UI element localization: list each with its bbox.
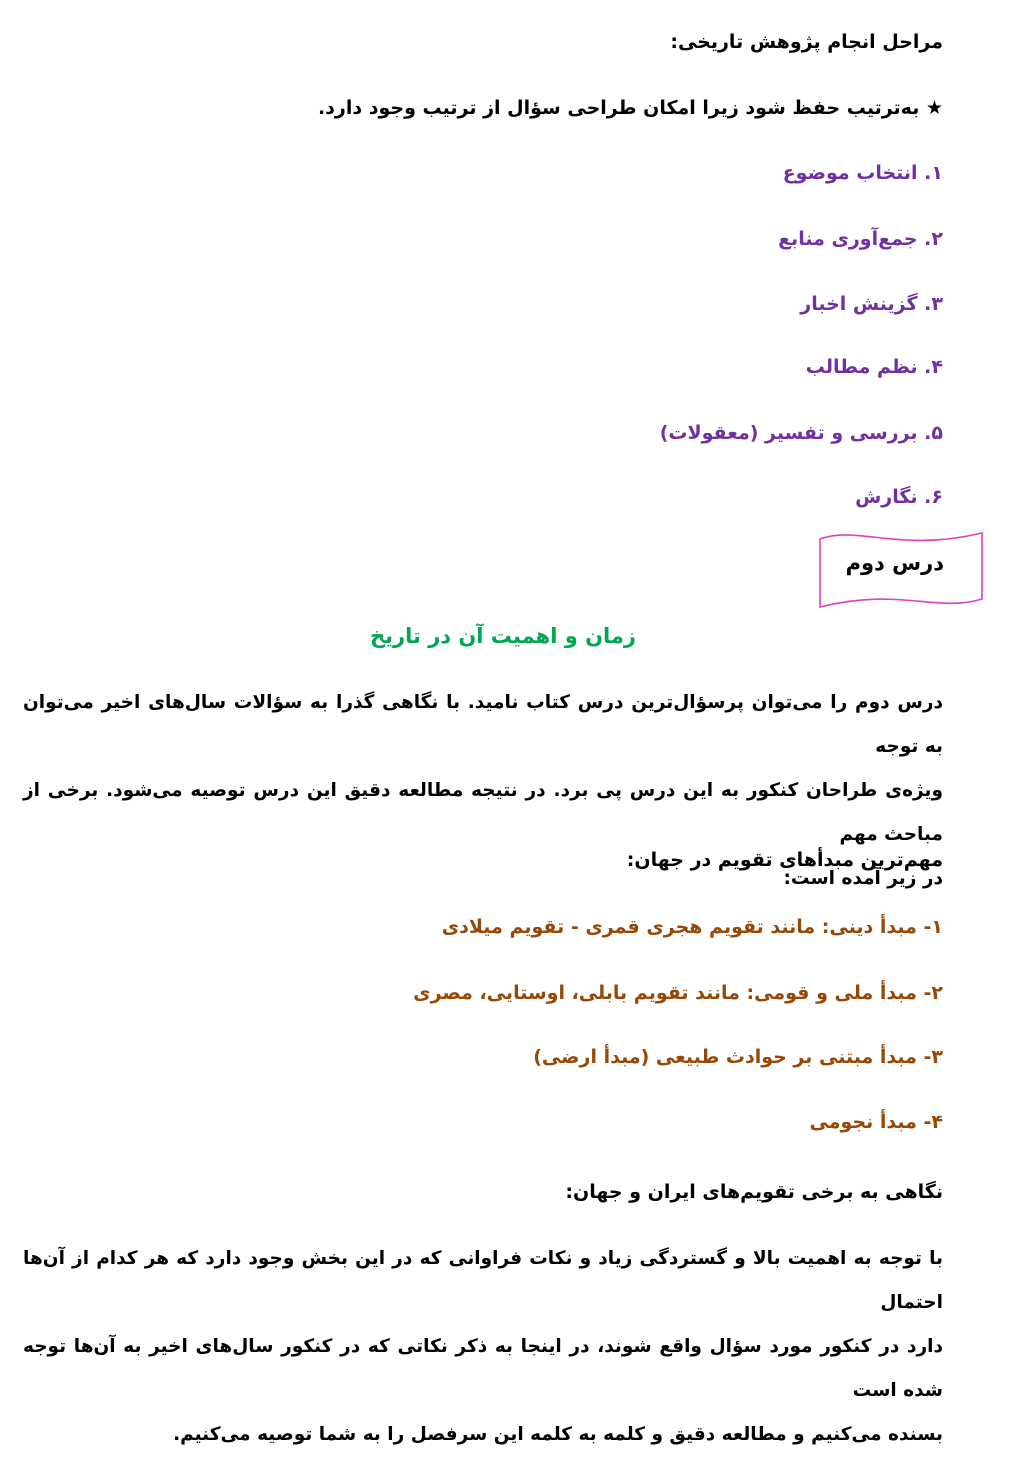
overview-line: با توجه به اهمیت بالا و گستردگی زیاد و نکات فراوانی که در این بخش وجود دارد که هر کدام از آن‌ها احتمال: [23, 1248, 943, 1313]
calendar-item: ۴- مبدأ نجومی: [809, 1111, 943, 1133]
step-item: ۶. نگارش: [855, 486, 943, 508]
calendar-item: ۲- مبدأ ملی و قومی: مانند تقویم بابلی، اوستایی، مصری: [413, 982, 943, 1004]
step-item: ۱. انتخاب موضوع: [782, 162, 943, 184]
note-line: [318, 94, 943, 122]
intro-line: ویژه‌ی طراحان کنکور به این درس پی برد. در نتیجه مطالعه دقیق این درس توصیه می‌شود. برخی از مباحث مهم: [23, 780, 943, 845]
overview-heading: نگاهی به برخی تقویم‌های ایران و جهان:: [565, 1181, 943, 1203]
research-steps-heading: مراحل انجام پژوهش تاریخی:: [670, 31, 943, 53]
calendar-item: ۱- مبدأ دینی: مانند تقویم هجری قمری - تقویم میلادی: [441, 916, 943, 938]
calendar-heading: مهم‌ترین مبدأهای تقویم در جهان:: [626, 849, 943, 871]
overview-line: بسنده می‌کنیم و مطالعه دقیق و کلمه به کلمه این سرفصل را به شما توصیه می‌کنیم.: [173, 1424, 943, 1445]
step-item: ۲. جمع‌آوری منابع: [778, 228, 943, 250]
lesson-banner: [818, 529, 984, 611]
step-item: ۳. گزینش اخبار: [800, 293, 943, 315]
overview-paragraph: [23, 1237, 943, 1457]
calendar-item: ۳- مبدأ مبتنی بر حوادث طبیعی (مبدأ ارضی): [533, 1046, 943, 1068]
intro-line: درس دوم را می‌توان پرسؤال‌ترین درس کتاب نامید. با نگاهی گذرا به سؤالات سال‌های اخیر می‌توان به توجه: [23, 692, 943, 757]
step-item: ۵. بررسی و تفسیر (معقولات): [659, 422, 943, 444]
star-icon: ★: [925, 97, 943, 119]
note-text: به‌ترتیب حفظ شود زیرا امکان طراحی سؤال از ترتیب وجود دارد.: [317, 97, 920, 119]
step-item: ۴. نظم مطالب: [805, 356, 943, 378]
lesson-title: زمان و اهمیت آن در تاریخ: [370, 624, 637, 648]
intro-line: در زیر آمده است:: [783, 868, 943, 889]
overview-line: دارد در کنکور مورد سؤال واقع شوند، در اینجا به ذکر نکاتی که در کنکور سال‌های اخیر به آن‌ها توجه شده است: [23, 1336, 943, 1401]
banner-label: درس دوم: [845, 551, 944, 575]
